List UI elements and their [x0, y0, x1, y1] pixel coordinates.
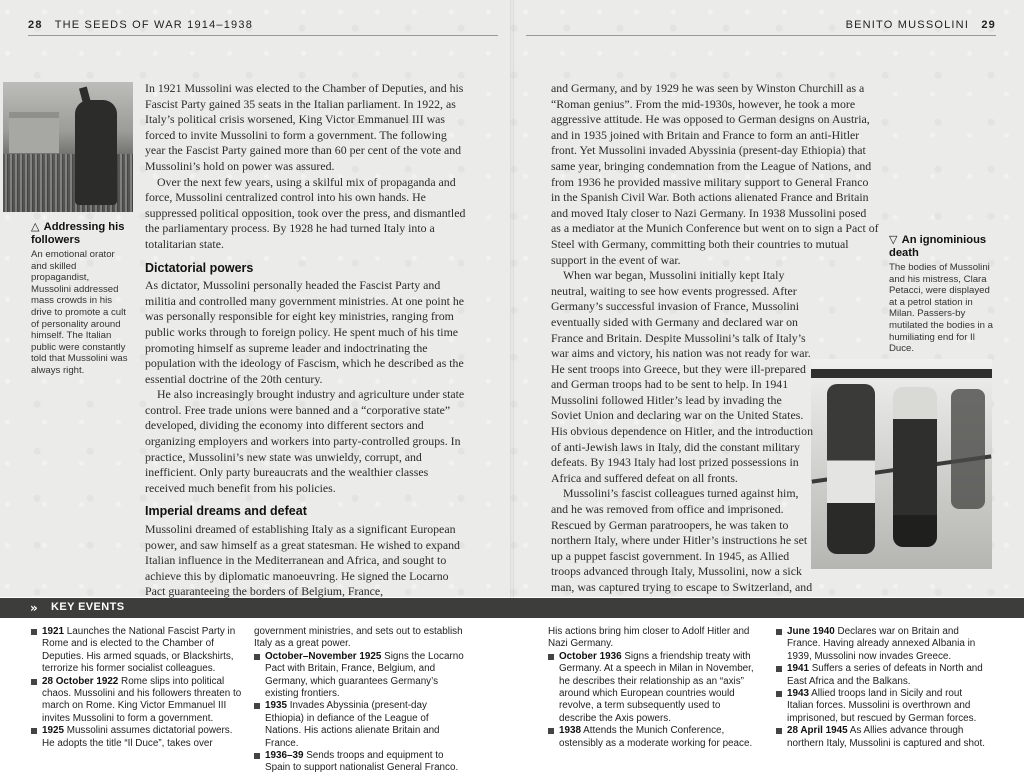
event-date: October 1936 [559, 650, 622, 662]
key-events-column-4 [776, 626, 988, 750]
left-page-number: 28 [28, 19, 43, 31]
running-head-right [846, 19, 996, 31]
bullet-square-icon [31, 728, 37, 734]
chevron-right-icon: » [30, 601, 36, 615]
photo-orator-figure [75, 100, 117, 205]
subheading-imperial-dreams: Imperial dreams and defeat [145, 504, 307, 519]
event-date: 28 April 1945 [787, 725, 848, 737]
photo-body-center [893, 387, 937, 547]
event-text: Allied troops land in Sicily and rout Italian forces. Mussolini is overthrown and imprisoned, but rescued by German forces. [787, 688, 977, 724]
bullet-square-icon [776, 629, 782, 635]
event-text: Suffers a series of defeats in North and East Africa and the Balkans. [787, 663, 983, 687]
right-text-column [551, 81, 879, 611]
photo-mussolini-addressing-crowd [3, 82, 133, 212]
paragraph: Over the next few years, using a skilful mix of propaganda and force, Mussolini centralized control into his own hands. He suppressed political opposition, took over the press, and dismantled the parliamentary process. By 1928 he had turned Italy into a totalitarian state. [145, 174, 466, 251]
event-text: Mussolini assumes dictatorial powers. He adopts the title “Il Duce”, takes over [42, 725, 233, 749]
photo-body-right [951, 389, 985, 509]
photo-building [9, 112, 59, 153]
paragraph: Mussolini dreamed of establishing Italy as a significant European power, and saw himself as a great statesman. He wished to expand Italian influence in the Mediterranean and Africa, and sought to achieve this by diplomatic manoeuvring. He signed the Locarno Pact guaranteeing the borders of Belgium, France, [145, 522, 460, 599]
timeline-event-continued [254, 626, 466, 651]
key-events-title: KEY EVENTS [51, 601, 125, 613]
event-date: June 1940 [787, 626, 835, 637]
caption-title-text: Addressing his followers [31, 221, 125, 246]
bullet-square-icon [31, 679, 37, 685]
caption-body: The bodies of Mussolini and his mistress, Clara Petacci, were displayed at a petrol station in Milan. Passers-by mutilated the bodies in a humiliating end for Il Duce. [889, 262, 993, 355]
header-rule-left [28, 35, 498, 36]
event-date: 1925 [42, 725, 64, 737]
event-text: Invades Abyssinia (present-day Ethiopia) in defiance of the League of Nations. His actions alienate Britain and France. [265, 700, 440, 749]
paragraph: Mussolini’s fascist colleagues turned against him, and he was removed from office and imprisoned. Rescued by German paratroopers, he was taken to northern Italy, where under Hitler’s instructions he set up a puppet fascist government. In 1945, as Allied troops advanced through Italy, Mussolini, now a sick man, was captured trying to escape to Switzerland, and [551, 486, 813, 594]
caption-ignominious-death [889, 234, 999, 355]
timeline-event [776, 688, 988, 725]
timeline-event [31, 725, 243, 750]
header-rule-right [526, 35, 996, 36]
bullet-square-icon [254, 753, 260, 759]
event-text: Rome slips into political chaos. Mussolini and his followers threaten to march on Rome. King Victor Emmanuel III invites Mussolini to form a government. [42, 675, 242, 724]
right-running-title: BENITO MUSSOLINI [845, 19, 970, 31]
key-events-column-1 [31, 626, 243, 750]
bullet-square-icon [776, 728, 782, 734]
timeline-event [254, 700, 466, 750]
paragraph: He also increasingly brought industry and agriculture under state control. Free trade unions were banned and a “corporative state” developed, dividing the economy into different sectors and organizing employers and workers into party-controlled groups. In practice, Mussolini’s new state was unwieldy, corrupt, and inefficient. Only party bureaucrats and the wealthier classes received much benefit from his policies. [145, 387, 465, 495]
right-page-number: 29 [981, 19, 996, 31]
left-text-column [145, 81, 470, 600]
timeline-event [31, 676, 243, 726]
timeline-event [548, 651, 760, 725]
event-text: Sends troops and equipment to Spain to support nationalist General Franco. [265, 750, 459, 774]
page-gutter [510, 0, 514, 600]
timeline-event-continued [548, 626, 760, 651]
paragraph: When war began, Mussolini initially kept Italy neutral, waiting to see how events progressed. After Germany’s successful invasion of France, Mussolini eventually sided with Germany and declared war on France and Britain. Despite Mussolini’s talk of Italy’s war aims and victory, his nation was not ready for war. He sent troops into Greece, but they were ill-prepared and German troops had to be sent to help. In 1941 Mussolini followed Hitler’s lead by invading the Soviet Union and declaring war on the United States. His obvious dependence on Hitler, and the introduction of anti-Jewish laws in Italy, did the constant military defeats. By 1943 Italy had lost prized possessions in Africa and suffered defeat on all fronts. [551, 268, 814, 485]
caption-title-text: An ignominious death [889, 234, 987, 259]
event-text: government ministries, and sets out to establish Italy as a great power. [254, 626, 463, 650]
timeline-event [776, 725, 988, 750]
paragraph: As dictator, Mussolini personally headed the Fascist Party and militia and controlled many government ministries. At one point he was personally responsible for eight key ministries, ranging from public works through to foreign policy. He spent much of his time promoting himself as supreme leader and indoctrinating the population with the ideology of Fascism, which he described as the essential doctrine of the 20th century. [145, 278, 465, 386]
event-date: October–November 1925 [265, 650, 382, 662]
event-date: 1935 [265, 700, 287, 712]
timeline-event [776, 663, 988, 688]
left-running-title: THE SEEDS OF WAR 1914–1938 [54, 19, 254, 31]
key-events-bar [0, 598, 1024, 618]
bullet-square-icon [776, 666, 782, 672]
event-text: Attends the Munich Conference, ostensibly as a moderate working for peace. [559, 725, 753, 749]
timeline-event [31, 626, 243, 676]
running-head-left [28, 19, 253, 31]
bullet-square-icon [548, 728, 554, 734]
event-text: Launches the National Fascist Party in Rome and is elected to the Chamber of Deputies. His armed squads, or Blackshirts, terrorize his former socialist colleagues. [42, 626, 236, 675]
paragraph: In 1921 Mussolini was elected to the Chamber of Deputies, and his Fascist Party gained 35 seats in the Italian parliament. In 1922, as Italy’s political crisis worsened, King Victor Emmanuel III was forced to invite Mussolini to form a government. The following year the Fascist Party gained more than 60 per cent of the vote and Mussolini’s hold on power was assured. [145, 81, 464, 173]
caption-title [31, 221, 131, 247]
event-text: Signs the Locarno Pact with Britain, France, Belgium, and Germany, which guarantees Germany’s existing frontiers. [265, 650, 464, 700]
timeline-event [548, 725, 760, 750]
timeline-event [776, 626, 988, 663]
event-date: 28 October 1922 [42, 675, 119, 687]
bullet-square-icon [31, 629, 37, 635]
event-date: 1943 [787, 688, 809, 700]
caption-body: An emotional orator and skilled propagandist, Mussolini addressed mass crowds in his drive to promote a cult of personality around himself. The Italian public were constantly told that Mussolini was always right. [31, 249, 128, 376]
triangle-up-icon: △ [31, 221, 40, 233]
timeline-event [254, 651, 466, 701]
bullet-square-icon [254, 703, 260, 709]
caption-title [889, 234, 999, 260]
event-text: As Allies advance through northern Italy, Mussolini is captured and shot. [787, 725, 985, 749]
event-text: Signs a friendship treaty with Germany. At a speech in Milan in November, he describes their relationship as an “axis” around which European countries would revolve, a term subsequently used to describe the Axis powers. [559, 650, 754, 724]
key-events-column-3 [548, 626, 760, 750]
event-date: 1936–39 [265, 750, 304, 762]
bullet-square-icon [776, 691, 782, 697]
event-date: 1938 [559, 725, 581, 737]
event-date: 1941 [787, 663, 809, 675]
bullet-square-icon [254, 654, 260, 660]
event-text: His actions bring him closer to Adolf Hitler and Nazi Germany. [548, 626, 750, 650]
subheading-dictatorial-powers: Dictatorial powers [145, 260, 254, 275]
timeline-event [254, 750, 466, 775]
paragraph: and Germany, and by 1929 he was seen by Winston Churchill as a “Roman genius”. From the mid-1930s, however, he took a more aggressive attitude. He was opposed to German designs on Austria, and in 1935 joined with Britain and France to form an anti-Hitler front. Yet Mussolini invaded Abyssinia (present-day Ethiopia) that same year, bringing condemnation from the League of Nations, and from 1936 he provided massive military support to General Franco in the Spanish Civil War. Both actions alienated France and Britain and moved Italy closer to Nazi Germany. In 1938 Mussolini posed as a mediator at the Munich Conference but went on to sign a Pact of Steel with Germany, committing both their countries to mutual support in the event of war. [551, 81, 879, 267]
event-date: 1921 [42, 626, 64, 637]
caption-addressing-followers [31, 221, 131, 377]
bullet-square-icon [548, 654, 554, 660]
key-events-column-2 [254, 626, 466, 775]
event-text: Declares war on Britain and France. Having already annexed Albania in 1939, Mussolini now invades Greece. [787, 626, 976, 662]
triangle-down-icon: ▽ [889, 234, 898, 246]
